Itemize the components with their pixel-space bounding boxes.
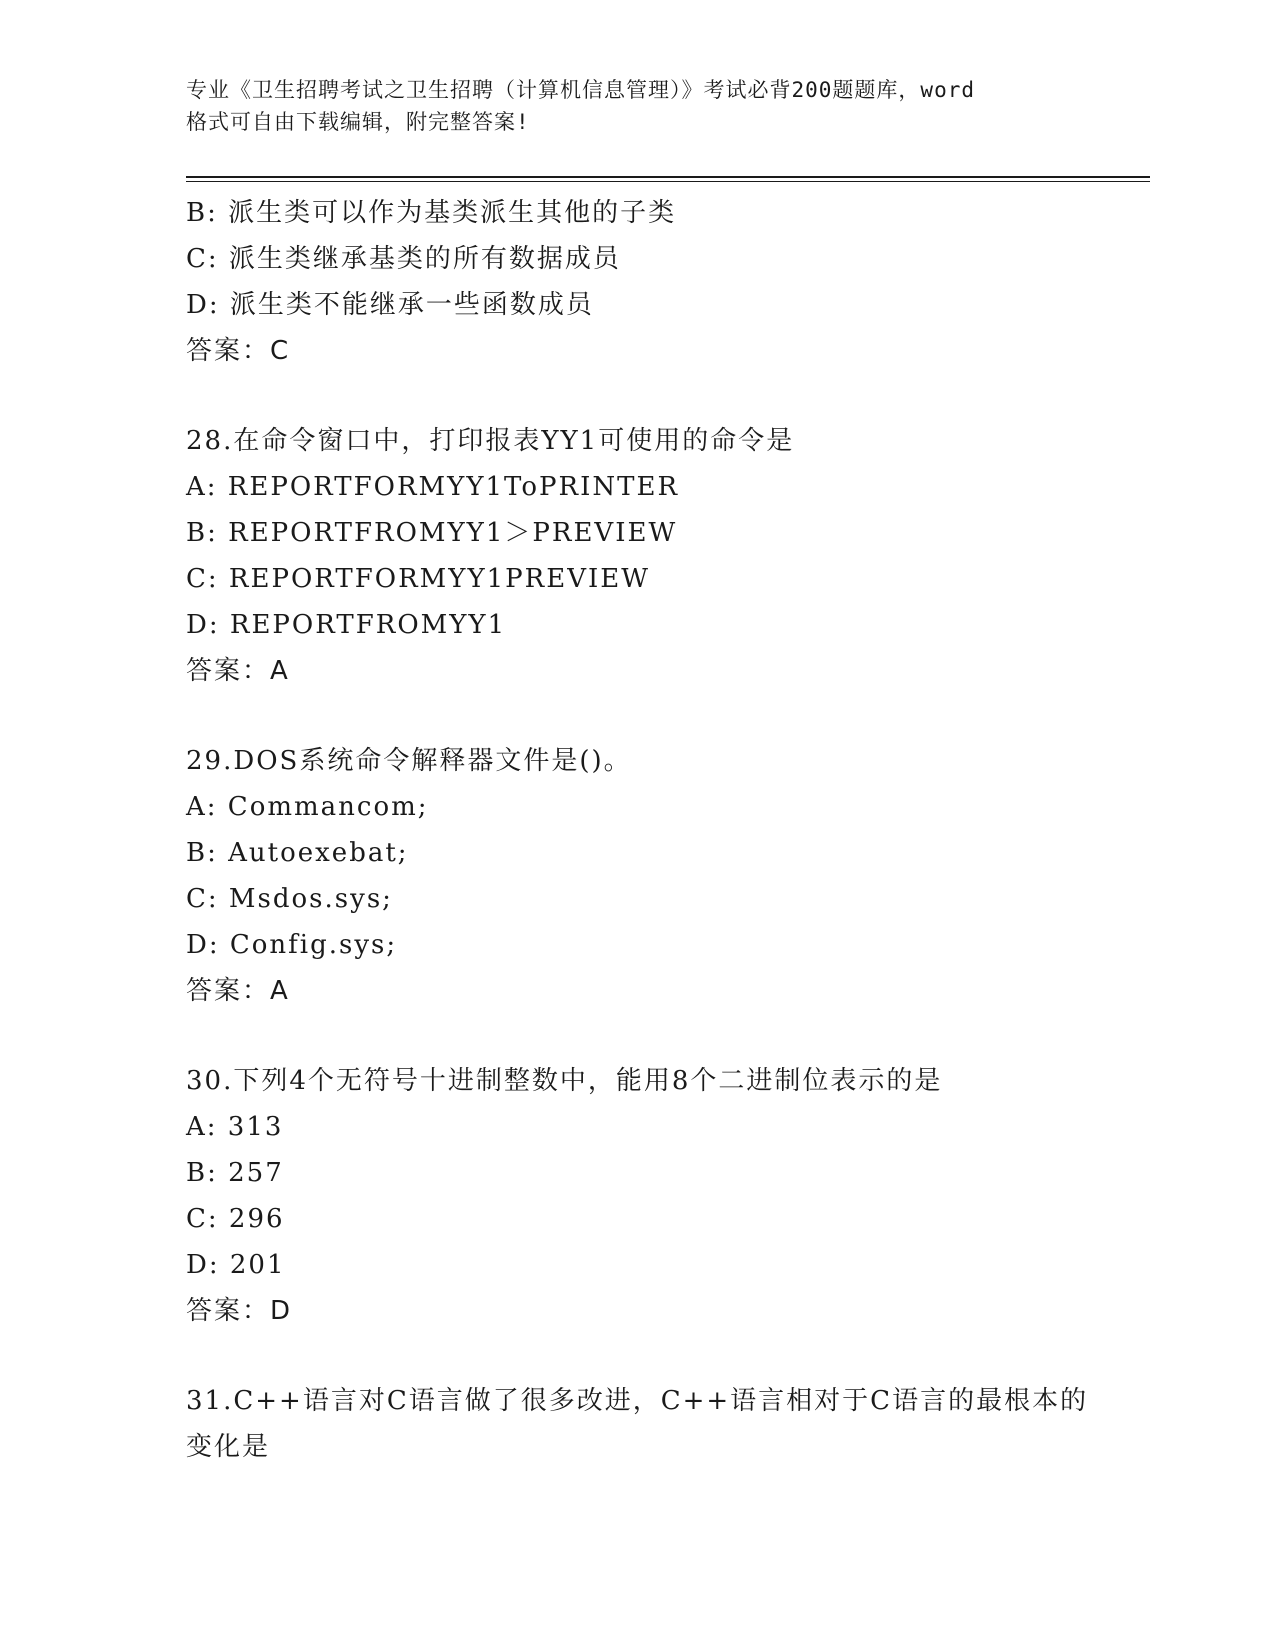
header-divider	[186, 176, 1150, 178]
question-30	[186, 1058, 1086, 1334]
question-31	[186, 1378, 1089, 1470]
answer-label: 答案：A	[186, 656, 290, 686]
option-a: A: Commancom;	[186, 792, 429, 822]
question-text-line-1: 31.C++语言对C语言做了很多改进，C++语言相对于C语言的最根本的	[186, 1386, 1089, 1416]
option-d: D: REPORTFROMYY1	[186, 610, 507, 640]
header-line-2: 格式可自由下载编辑，附完整答案!	[186, 110, 530, 134]
option-a: A: 313	[186, 1112, 284, 1142]
spacer	[186, 1334, 1086, 1378]
option-d: D: Config.sys;	[186, 930, 398, 960]
question-text: 29.DOS系统命令解释器文件是()。	[186, 746, 632, 776]
option-c: C: 296	[186, 1204, 285, 1234]
question-text: 28.在命令窗口中，打印报表YY1可使用的命令是	[186, 426, 795, 456]
option-c: C: Msdos.sys;	[186, 884, 393, 914]
option-c: C: 派生类继承基类的所有数据成员	[186, 244, 621, 274]
option-d: D: 派生类不能继承一些函数成员	[186, 290, 594, 320]
spacer	[186, 1014, 1086, 1058]
option-c: C: REPORTFORMYY1PREVIEW	[186, 564, 650, 594]
option-b: B: 派生类可以作为基类派生其他的子类	[186, 198, 677, 228]
option-d: D: 201	[186, 1250, 286, 1280]
spacer	[186, 694, 1086, 738]
header-line-1: 专业《卫生招聘考试之卫生招聘（计算机信息管理）》考试必背200题题库，word	[186, 78, 975, 102]
question-list	[186, 190, 1089, 1470]
option-b: B: REPORTFROMYY1＞PREVIEW	[186, 518, 678, 548]
spacer	[186, 374, 1086, 418]
question-text: 30.下列4个无符号十进制整数中，能用8个二进制位表示的是	[186, 1066, 943, 1096]
option-a: A: REPORTFORMYY1ToPRINTER	[186, 472, 680, 502]
option-b: B: Autoexebat;	[186, 838, 409, 868]
question-text-line-2: 变化是	[186, 1432, 271, 1462]
answer-label: 答案：A	[186, 976, 290, 1006]
question-28	[186, 418, 1086, 694]
answer-label: 答案：D	[186, 1296, 293, 1326]
header-divider-thin	[186, 181, 1150, 182]
option-b: B: 257	[186, 1158, 284, 1188]
answer-label: 答案：C	[186, 336, 291, 366]
question-29	[186, 738, 1086, 1014]
question-27-tail	[186, 190, 1086, 374]
document-header	[186, 74, 1086, 138]
